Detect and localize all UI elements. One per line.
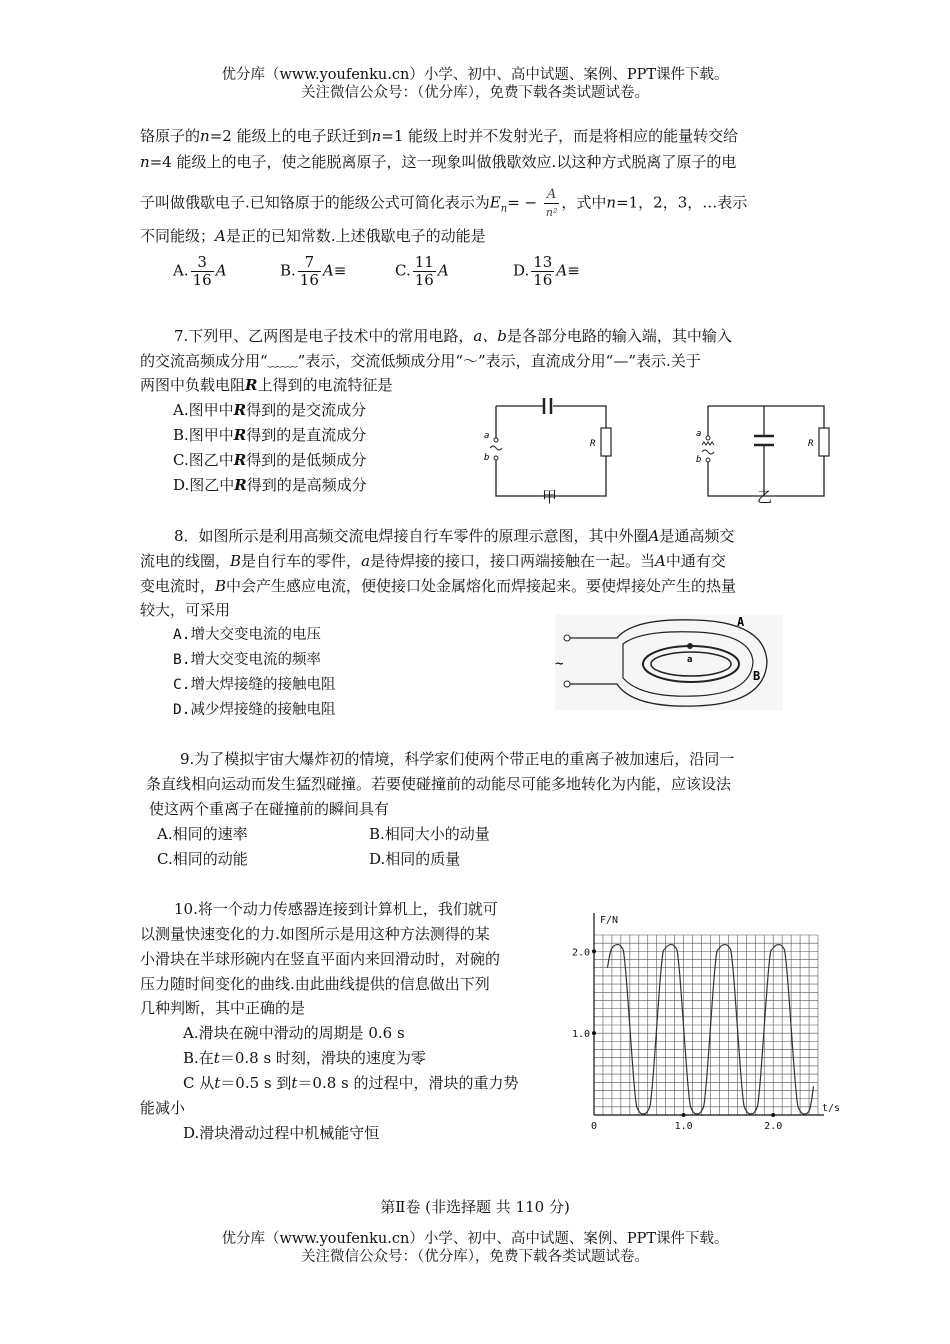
circuit-yi-label: 乙 bbox=[757, 488, 773, 506]
q10-option-c-cont: 能减小 bbox=[140, 1099, 186, 1117]
joint-label-a: a bbox=[687, 655, 693, 665]
q6-option-c[interactable]: C. $\frac{11}{16}$ A bbox=[395, 253, 449, 289]
q8-option-b[interactable]: B.增大交变电流的频率 bbox=[173, 652, 321, 668]
y-tick-dot bbox=[592, 1031, 596, 1035]
site-footer-line2: 关注微信公众号：（优分库），免费下载各类试题试卷。 bbox=[301, 1249, 649, 1265]
force-time-chart bbox=[560, 905, 850, 1135]
q10-line2: 以测量快速变化的力.如图所示是用这种方法测得的某 bbox=[140, 925, 490, 943]
q8-option-d[interactable]: D.减少焊接缝的接触电阻 bbox=[173, 702, 336, 718]
x-tick-dot bbox=[682, 1113, 686, 1117]
q8-line3: 变电流时，B中会产生感应电流，便使接口处金属熔化而焊接起来。要使焊接处产生的热量 bbox=[140, 577, 737, 595]
y-axis-label: F/N bbox=[600, 915, 619, 926]
q9-option-c[interactable]: C.相同的动能 bbox=[157, 850, 248, 868]
q7-option-d[interactable]: D.图乙中R得到的是高频成分 bbox=[173, 476, 367, 494]
q9-line3: 使这两个重离子在碰撞前的瞬间具有 bbox=[149, 800, 390, 818]
x-tick-label: 2.0 bbox=[764, 1121, 783, 1132]
q9-line1: 9.为了模拟宇宙大爆炸初的情境，科学家们使两个带正电的重离子被加速后，沿同一 bbox=[180, 750, 735, 768]
q10-line4: 压力随时间变化的曲线.由此曲线提供的信息做出下列 bbox=[140, 975, 490, 993]
q6-line4: 不同能级；A是正的已知常数.上述俄歇电子的动能是 bbox=[140, 227, 486, 245]
q7-option-b[interactable]: B.图甲中R得到的是直流成分 bbox=[173, 426, 367, 444]
q10-line5: 几种判断，其中正确的是 bbox=[140, 999, 306, 1017]
x-axis-label: t/s bbox=[822, 1103, 841, 1114]
q6-option-a[interactable]: A. $\frac{3}{16}$ A bbox=[173, 253, 227, 289]
q10-line1: 10.将一个动力传感器连接到计算机上，我们就可 bbox=[174, 900, 498, 918]
svg-text:b: b bbox=[484, 453, 490, 463]
site-header-line2: 关注微信公众号：（优分库），免费下载各类试题试卷。 bbox=[301, 85, 649, 101]
x-tick-label: 0 bbox=[590, 1121, 598, 1132]
x-tick-label: 1.0 bbox=[674, 1121, 693, 1132]
q7-option-c[interactable]: C.图乙中R得到的是低频成分 bbox=[173, 451, 367, 469]
resistor-label-yi: R bbox=[808, 439, 814, 449]
svg-text:a: a bbox=[696, 429, 702, 439]
x-tick-dot bbox=[771, 1113, 775, 1117]
energy-fraction: $\frac{A}{\text{n²}}$ bbox=[545, 187, 558, 219]
site-footer-line1: 优分库（www.youfenku.cn）小学、初中、高中试题、案例、PPT课件下载。 bbox=[221, 1231, 729, 1247]
ac-source-symbol: ~ bbox=[555, 656, 564, 672]
part-label-b: B bbox=[753, 669, 761, 683]
q8-option-a[interactable]: A.增大交变电流的电压 bbox=[173, 627, 321, 643]
q10-line3: 小滑块在半球形碗内在竖直平面内来回滑动时，对碗的 bbox=[140, 950, 501, 968]
q7-option-a[interactable]: A.图甲中R得到的是交流成分 bbox=[173, 401, 367, 419]
q10-option-a[interactable]: A.滑块在碗中滑动的周期是 0.6 s bbox=[183, 1024, 405, 1042]
welding-coil-diagram bbox=[555, 614, 783, 710]
y-tick-dot bbox=[592, 949, 596, 953]
q8-line1: 8．如图所示是利用高频交流电焊接自行车零件的原理示意图，其中外圈A是通高频交 bbox=[174, 527, 735, 545]
coil-label-a-upper: A bbox=[737, 615, 745, 629]
q7-line1: 7.下列甲、乙两图是电子技术中的常用电路，a、b是各部分电路的输入端，其中输入 bbox=[174, 327, 732, 345]
q8-line2: 流电的线圈，B是自行车的零件，a是待焊接的接口，接口两端接触在一起。当A中通有交 bbox=[140, 552, 726, 570]
q10-option-c[interactable]: C 从t＝0.5 s 到t＝0.8 s 的过程中，滑块的重力势 bbox=[183, 1074, 519, 1092]
q7-line2: 的交流高频成分用“﹏﹏”表示，交流低频成分用“～”表示，直流成分用“—”表示.关于 bbox=[140, 352, 701, 370]
q9-line2: 条直线相向运动而发生猛烈碰撞。若要使碰撞前的动能尽可能多地转化为内能，应该设法 bbox=[146, 775, 732, 793]
q10-option-b[interactable]: B.在t＝0.8 s 时刻，滑块的速度为零 bbox=[183, 1049, 426, 1067]
q6-line3: 子叫做俄歇电子.已知铬原于的能级公式可简化表示为$E_n=$ − $\frac{A}{\text{n²}}$ ，式中n=1，2，3，…表示 bbox=[140, 187, 748, 219]
q6-line2: n=4 能级上的电子，使之能脱离原子，这一现象叫做俄歇效应.以这种方式脱离了原子的电 bbox=[140, 153, 737, 171]
y-tick-label: 2.0 bbox=[571, 947, 590, 959]
q8-line4: 较大，可采用 bbox=[140, 601, 231, 619]
resistor-label-jia: R bbox=[590, 439, 596, 449]
site-header-line1: 优分库（www.youfenku.cn）小学、初中、高中试题、案例、PPT课件下载。 bbox=[221, 67, 729, 83]
q6-line1: 铬原子的n=2 能级上的电子跃迁到n=1 能级上时并不发射光子，而是将相应的能量转交给 bbox=[140, 127, 739, 145]
q8-option-c[interactable]: C.增大焊接缝的接触电阻 bbox=[173, 677, 336, 693]
q9-option-d[interactable]: D.相同的质量 bbox=[369, 850, 461, 868]
y-tick-label: 1.0 bbox=[571, 1029, 590, 1041]
q6-option-b[interactable]: B. $\frac{7}{16}$ A≡ bbox=[280, 253, 347, 289]
circuit-jia-label: 甲 bbox=[542, 488, 558, 506]
q9-option-b[interactable]: B.相同大小的动量 bbox=[369, 825, 490, 843]
svg-text:b: b bbox=[696, 455, 702, 465]
section-title: 第Ⅱ卷 (非选择题 共 110 分) bbox=[380, 1198, 570, 1216]
q6-options bbox=[173, 254, 673, 296]
svg-text:a: a bbox=[484, 431, 490, 441]
q7-line3: 两图中负载电阻R上得到的电流特征是 bbox=[140, 376, 393, 394]
q6-option-d[interactable]: D. $\frac{13}{16}$ A≡ bbox=[513, 253, 580, 289]
q9-option-a[interactable]: A.相同的速率 bbox=[157, 825, 248, 843]
q10-option-d[interactable]: D.滑块滑动过程中机械能守恒 bbox=[183, 1124, 380, 1142]
